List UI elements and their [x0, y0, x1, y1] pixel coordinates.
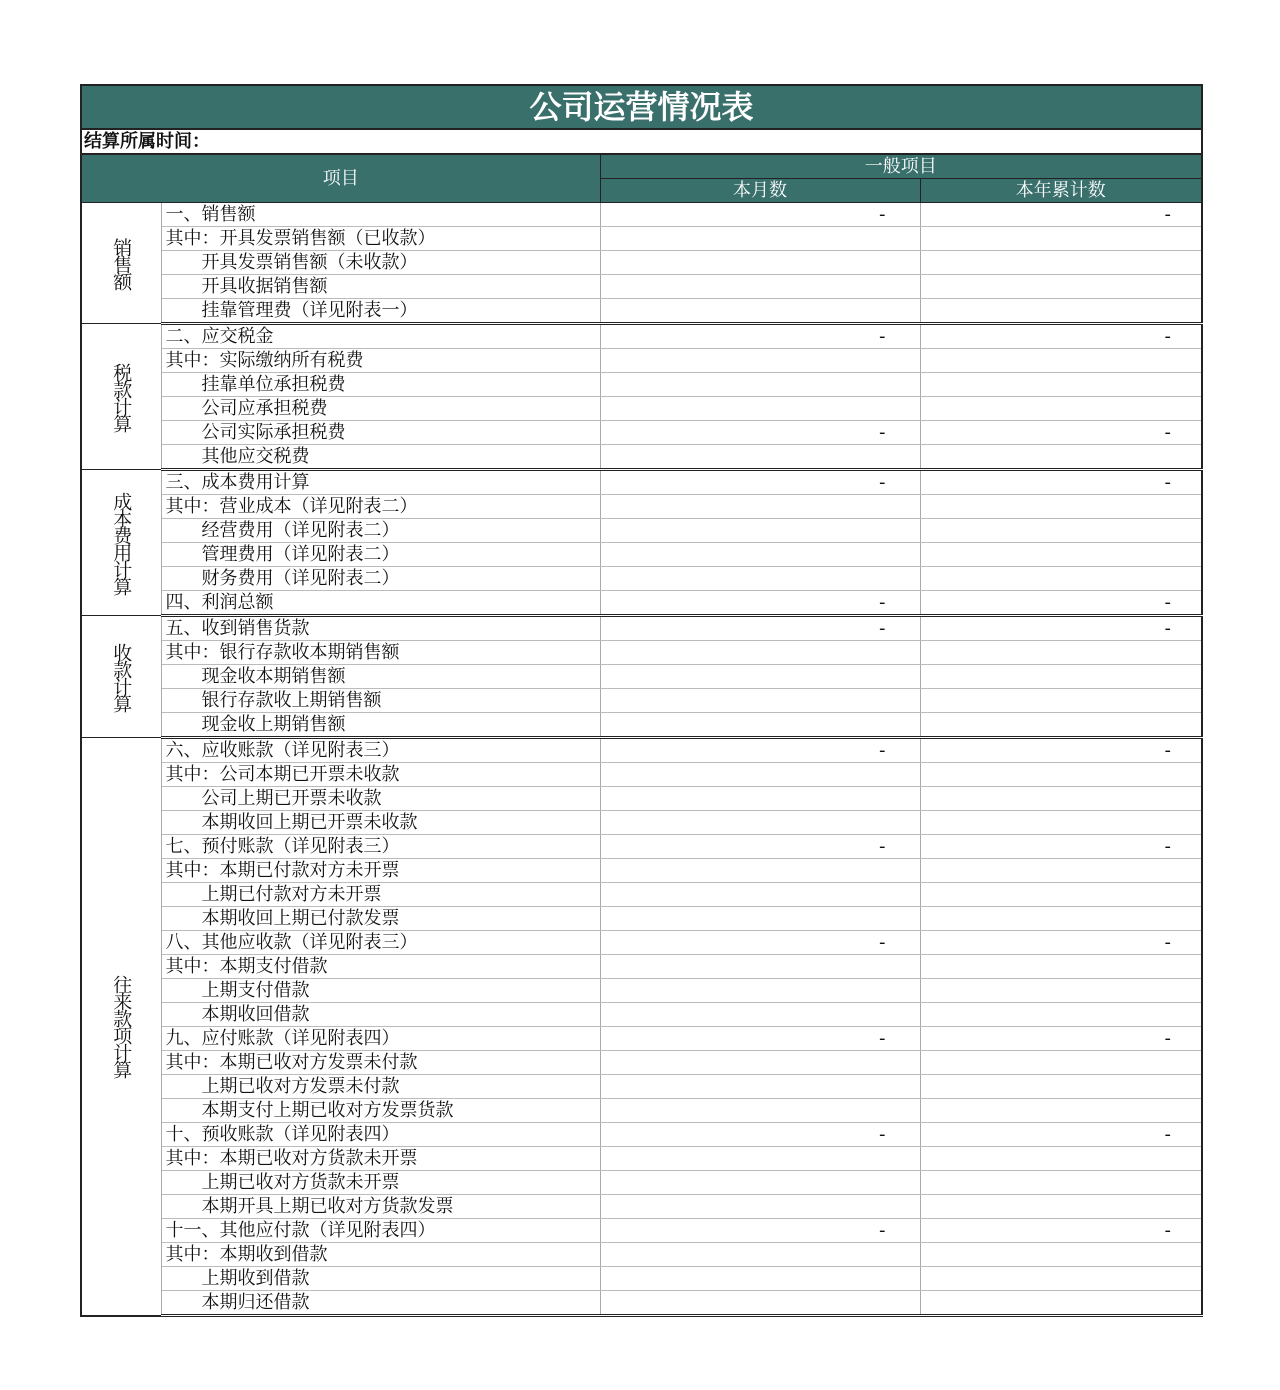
item-label[interactable]: 二、应交税金 — [161, 324, 600, 349]
table-row — [81, 835, 1202, 859]
month-value-cell[interactable]: - — [600, 835, 920, 859]
table-row — [81, 299, 1202, 324]
item-label[interactable]: 财务费用（详见附表二） — [161, 567, 600, 591]
item-label[interactable]: 开具发票销售额（未收款） — [161, 251, 600, 275]
year-value-cell[interactable] — [920, 763, 1202, 787]
item-label[interactable]: 管理费用（详见附表二） — [161, 543, 600, 567]
header-month: 本月数 — [600, 179, 920, 203]
year-value-cell[interactable] — [920, 275, 1202, 299]
month-value-cell[interactable] — [600, 445, 920, 470]
item-label[interactable]: 其中：银行存款收本期销售额 — [161, 641, 600, 665]
header-item: 项目 — [81, 154, 600, 203]
month-value-cell[interactable]: - — [600, 616, 920, 641]
month-value-cell[interactable] — [600, 763, 920, 787]
table-row — [81, 689, 1202, 713]
table-row — [81, 859, 1202, 883]
month-value-cell[interactable] — [600, 227, 920, 251]
month-value-cell[interactable]: - — [600, 1219, 920, 1243]
year-value-cell[interactable] — [920, 1171, 1202, 1195]
table-row — [81, 713, 1202, 738]
month-value-cell[interactable] — [600, 1075, 920, 1099]
table-row — [81, 275, 1202, 299]
year-value-cell[interactable]: - — [920, 1027, 1202, 1051]
year-value-cell[interactable] — [920, 495, 1202, 519]
month-value-cell[interactable]: - — [600, 738, 920, 763]
table-row — [81, 567, 1202, 591]
table-row — [81, 641, 1202, 665]
table-row — [81, 1123, 1202, 1147]
year-value-cell[interactable] — [920, 227, 1202, 251]
month-value-cell[interactable] — [600, 251, 920, 275]
month-value-cell[interactable] — [600, 1171, 920, 1195]
item-label[interactable]: 挂靠单位承担税费 — [161, 373, 600, 397]
item-label[interactable]: 其中：开具发票销售额（已收款） — [161, 227, 600, 251]
month-value-cell[interactable]: - — [600, 470, 920, 495]
category-cell[interactable]: 税款计算 — [81, 324, 161, 470]
table-row — [81, 1243, 1202, 1267]
year-value-cell[interactable] — [920, 543, 1202, 567]
month-value-cell[interactable] — [600, 1195, 920, 1219]
year-value-cell[interactable] — [920, 1099, 1202, 1123]
table-row — [81, 591, 1202, 616]
item-label[interactable]: 开具收据销售额 — [161, 275, 600, 299]
item-label[interactable]: 经营费用（详见附表二） — [161, 519, 600, 543]
month-value-cell[interactable]: - — [600, 421, 920, 445]
year-value-cell[interactable]: - — [920, 421, 1202, 445]
year-value-cell[interactable] — [920, 1003, 1202, 1027]
item-label[interactable]: 其中：实际缴纳所有税费 — [161, 349, 600, 373]
month-value-cell[interactable] — [600, 349, 920, 373]
year-value-cell[interactable]: - — [920, 203, 1202, 227]
table-row — [81, 543, 1202, 567]
year-value-cell[interactable] — [920, 1051, 1202, 1075]
month-value-cell[interactable] — [600, 1051, 920, 1075]
category-cell[interactable]: 销售额 — [81, 203, 161, 324]
item-label[interactable]: 现金收本期销售额 — [161, 665, 600, 689]
year-value-cell[interactable] — [920, 1243, 1202, 1267]
year-value-cell[interactable]: - — [920, 1219, 1202, 1243]
table-row — [81, 373, 1202, 397]
month-value-cell[interactable] — [600, 1291, 920, 1316]
item-label[interactable]: 本期收回借款 — [161, 1003, 600, 1027]
month-value-cell[interactable] — [600, 543, 920, 567]
table-row — [81, 1099, 1202, 1123]
month-value-cell[interactable] — [600, 567, 920, 591]
year-value-cell[interactable]: - — [920, 1123, 1202, 1147]
month-value-cell[interactable]: - — [600, 931, 920, 955]
table-row — [81, 1027, 1202, 1051]
month-value-cell[interactable] — [600, 641, 920, 665]
month-value-cell[interactable] — [600, 495, 920, 519]
settlement-period-label[interactable]: 结算所属时间： — [81, 129, 1202, 154]
year-value-cell[interactable]: - — [920, 738, 1202, 763]
item-label[interactable]: 本期收回上期已付款发票 — [161, 907, 600, 931]
item-label[interactable]: 四、利润总额 — [161, 591, 600, 616]
month-value-cell[interactable] — [600, 275, 920, 299]
item-label[interactable]: 五、收到销售货款 — [161, 616, 600, 641]
item-label[interactable]: 其他应交税费 — [161, 445, 600, 470]
table-row — [81, 470, 1202, 495]
year-value-cell[interactable] — [920, 1075, 1202, 1099]
item-label[interactable]: 上期支付借款 — [161, 979, 600, 1003]
table-row — [81, 763, 1202, 787]
year-value-cell[interactable] — [920, 665, 1202, 689]
table-row — [81, 203, 1202, 227]
item-label[interactable]: 其中：本期收到借款 — [161, 1243, 600, 1267]
table-row — [81, 665, 1202, 689]
item-label[interactable]: 本期归还借款 — [161, 1291, 600, 1316]
item-label[interactable]: 上期已付款对方未开票 — [161, 883, 600, 907]
year-value-cell[interactable] — [920, 1195, 1202, 1219]
item-label[interactable]: 六、应收账款（详见附表三） — [161, 738, 600, 763]
year-value-cell[interactable] — [920, 299, 1202, 324]
item-label[interactable]: 本期开具上期已收对方货款发票 — [161, 1195, 600, 1219]
table-row — [81, 1171, 1202, 1195]
month-value-cell[interactable] — [600, 665, 920, 689]
item-label[interactable]: 挂靠管理费（详见附表一） — [161, 299, 600, 324]
item-label[interactable]: 公司实际承担税费 — [161, 421, 600, 445]
year-value-cell[interactable] — [920, 713, 1202, 738]
month-value-cell[interactable] — [600, 689, 920, 713]
item-label[interactable]: 本期支付上期已收对方发票货款 — [161, 1099, 600, 1123]
table-row — [81, 1267, 1202, 1291]
item-label[interactable]: 公司上期已开票未收款 — [161, 787, 600, 811]
month-value-cell[interactable] — [600, 1147, 920, 1171]
year-value-cell[interactable] — [920, 641, 1202, 665]
table-row — [81, 955, 1202, 979]
year-value-cell[interactable] — [920, 397, 1202, 421]
year-value-cell[interactable] — [920, 859, 1202, 883]
year-value-cell[interactable] — [920, 349, 1202, 373]
month-value-cell[interactable] — [600, 787, 920, 811]
year-value-cell[interactable]: - — [920, 616, 1202, 641]
year-value-cell[interactable] — [920, 689, 1202, 713]
year-value-cell[interactable]: - — [920, 591, 1202, 616]
year-value-cell[interactable] — [920, 979, 1202, 1003]
month-value-cell[interactable] — [600, 1099, 920, 1123]
month-value-cell[interactable] — [600, 883, 920, 907]
month-value-cell[interactable] — [600, 811, 920, 835]
year-value-cell[interactable]: - — [920, 835, 1202, 859]
month-value-cell[interactable] — [600, 397, 920, 421]
month-value-cell[interactable] — [600, 979, 920, 1003]
month-value-cell[interactable]: - — [600, 203, 920, 227]
item-label[interactable]: 上期已收对方货款未开票 — [161, 1171, 600, 1195]
month-value-cell[interactable]: - — [600, 324, 920, 349]
item-label[interactable]: 其中：本期已付款对方未开票 — [161, 859, 600, 883]
year-value-cell[interactable] — [920, 1267, 1202, 1291]
item-label[interactable]: 其中：营业成本（详见附表二） — [161, 495, 600, 519]
item-label[interactable]: 上期已收对方发票未付款 — [161, 1075, 600, 1099]
item-label[interactable]: 上期收到借款 — [161, 1267, 600, 1291]
item-label[interactable]: 一、销售额 — [161, 203, 600, 227]
year-value-cell[interactable] — [920, 373, 1202, 397]
category-cell[interactable]: 收款计算 — [81, 616, 161, 738]
category-cell[interactable]: 成本费用计算 — [81, 470, 161, 616]
year-value-cell[interactable]: - — [920, 324, 1202, 349]
item-label[interactable]: 三、成本费用计算 — [161, 470, 600, 495]
header-year: 本年累计数 — [920, 179, 1202, 203]
month-value-cell[interactable] — [600, 1003, 920, 1027]
year-value-cell[interactable] — [920, 567, 1202, 591]
month-value-cell[interactable] — [600, 907, 920, 931]
table-row — [81, 1195, 1202, 1219]
table-row — [81, 616, 1202, 641]
month-value-cell[interactable] — [600, 519, 920, 543]
month-value-cell[interactable] — [600, 299, 920, 324]
table-row — [81, 738, 1202, 763]
table-row — [81, 227, 1202, 251]
year-value-cell[interactable]: - — [920, 931, 1202, 955]
table-row — [81, 251, 1202, 275]
item-label[interactable]: 其中：本期已收对方发票未付款 — [161, 1051, 600, 1075]
month-value-cell[interactable] — [600, 713, 920, 738]
year-value-cell[interactable] — [920, 445, 1202, 470]
table-row — [81, 787, 1202, 811]
year-value-cell[interactable] — [920, 1147, 1202, 1171]
item-label[interactable]: 公司应承担税费 — [161, 397, 600, 421]
year-value-cell[interactable] — [920, 955, 1202, 979]
table-row — [81, 1051, 1202, 1075]
table-row — [81, 1219, 1202, 1243]
category-cell[interactable]: 往来款项计算 — [81, 738, 161, 1316]
table-row — [81, 883, 1202, 907]
item-label[interactable]: 其中：本期已收对方货款未开票 — [161, 1147, 600, 1171]
item-label[interactable]: 十、预收账款（详见附表四） — [161, 1123, 600, 1147]
table-row — [81, 445, 1202, 470]
item-label[interactable]: 八、其他应收款（详见附表三） — [161, 931, 600, 955]
year-value-cell[interactable] — [920, 811, 1202, 835]
sheet-title: 公司运营情况表 — [81, 85, 1202, 129]
table-row — [81, 811, 1202, 835]
header-general: 一般项目 — [600, 154, 1202, 179]
month-value-cell[interactable]: - — [600, 591, 920, 616]
table-row — [81, 421, 1202, 445]
year-value-cell[interactable]: - — [920, 470, 1202, 495]
year-value-cell[interactable] — [920, 883, 1202, 907]
item-label[interactable]: 九、应付账款（详见附表四） — [161, 1027, 600, 1051]
month-value-cell[interactable] — [600, 1267, 920, 1291]
item-label[interactable]: 其中：本期支付借款 — [161, 955, 600, 979]
month-value-cell[interactable]: - — [600, 1027, 920, 1051]
operations-table — [80, 84, 1203, 1317]
year-value-cell[interactable] — [920, 519, 1202, 543]
year-value-cell[interactable] — [920, 907, 1202, 931]
table-row — [81, 1075, 1202, 1099]
table-row — [81, 519, 1202, 543]
month-value-cell[interactable] — [600, 1243, 920, 1267]
item-label[interactable]: 现金收上期销售额 — [161, 713, 600, 738]
item-label[interactable]: 十一、其他应付款（详见附表四） — [161, 1219, 600, 1243]
month-value-cell[interactable]: - — [600, 1123, 920, 1147]
table-row — [81, 1147, 1202, 1171]
table-row — [81, 397, 1202, 421]
month-value-cell[interactable] — [600, 955, 920, 979]
table-row — [81, 324, 1202, 349]
table-row — [81, 931, 1202, 955]
month-value-cell[interactable] — [600, 859, 920, 883]
table-row — [81, 979, 1202, 1003]
item-label[interactable]: 其中：公司本期已开票未收款 — [161, 763, 600, 787]
table-row — [81, 1291, 1202, 1316]
year-value-cell[interactable] — [920, 251, 1202, 275]
month-value-cell[interactable] — [600, 373, 920, 397]
year-value-cell[interactable] — [920, 1291, 1202, 1316]
item-label[interactable]: 银行存款收上期销售额 — [161, 689, 600, 713]
table-row — [81, 907, 1202, 931]
year-value-cell[interactable] — [920, 787, 1202, 811]
item-label[interactable]: 七、预付账款（详见附表三） — [161, 835, 600, 859]
item-label[interactable]: 本期收回上期已开票未收款 — [161, 811, 600, 835]
table-row — [81, 495, 1202, 519]
table-row — [81, 1003, 1202, 1027]
table-row — [81, 349, 1202, 373]
